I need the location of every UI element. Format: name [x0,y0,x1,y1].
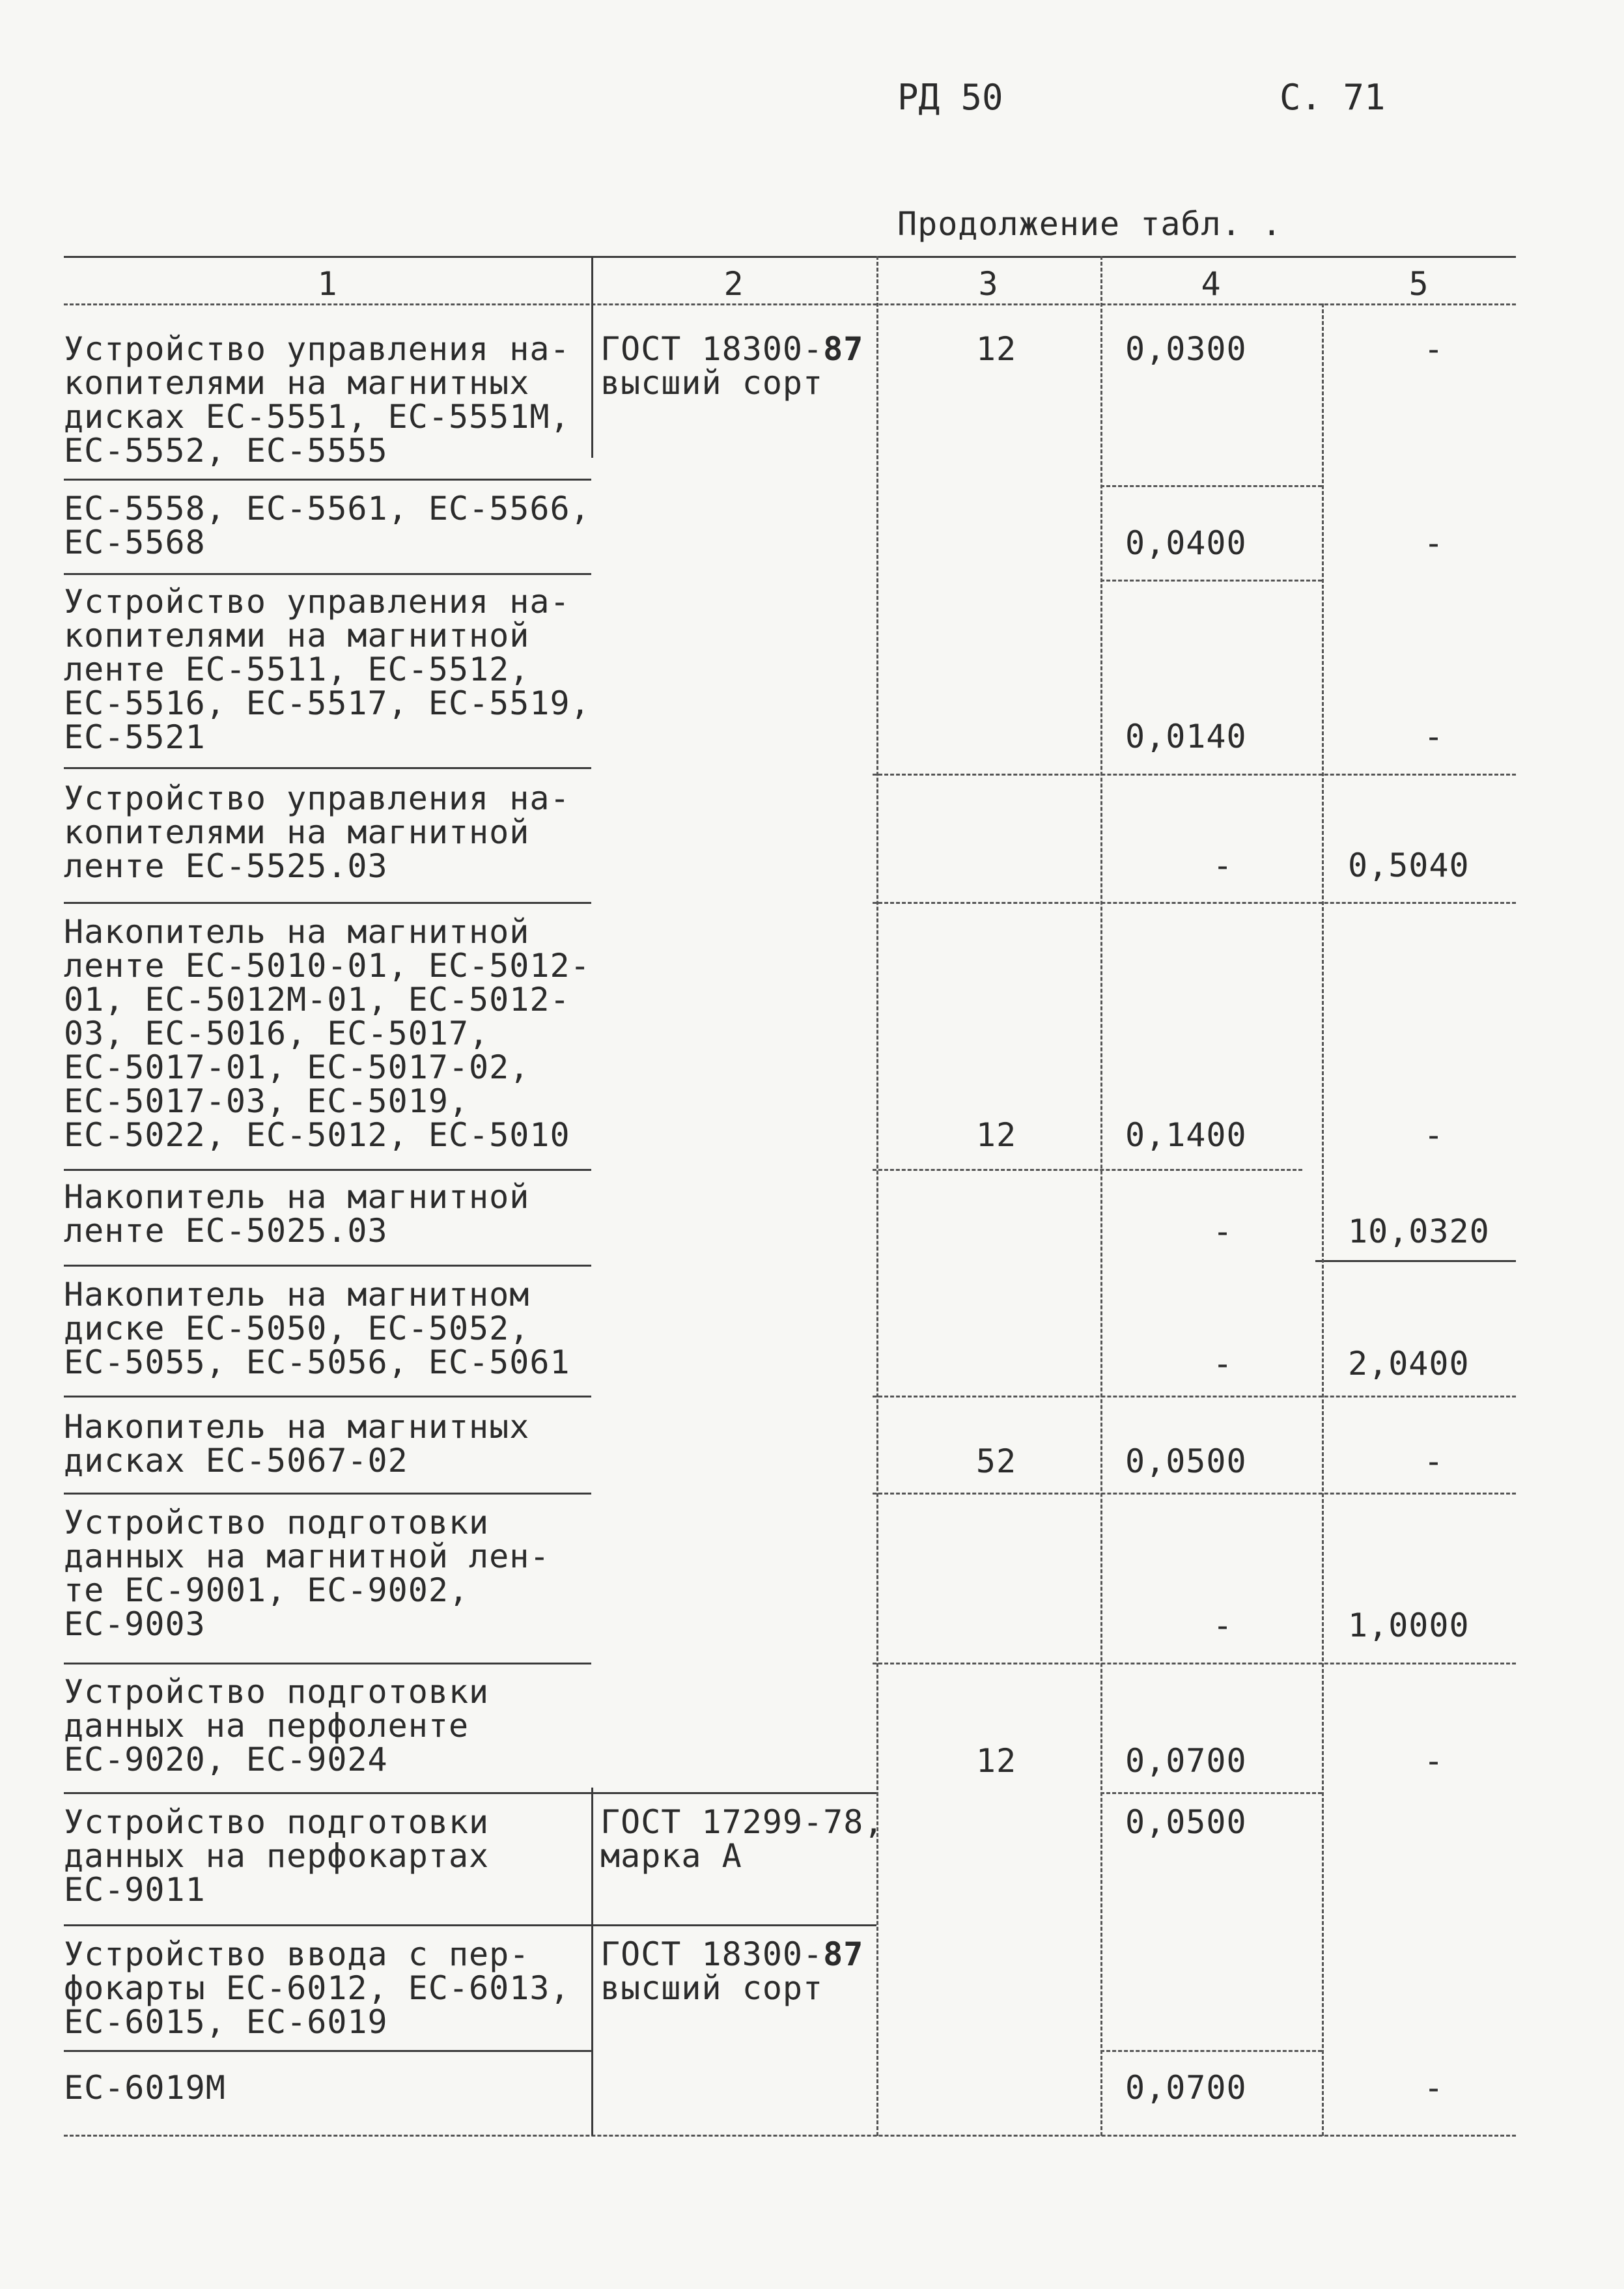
table-row-8-col4: 0,0500 [1125,1442,1247,1480]
table-row-3-col5: - [1423,718,1444,755]
row-divider [1315,1260,1516,1262]
page-number: С. 71 [1280,77,1386,118]
table-row-8-col5: - [1423,1442,1444,1480]
table-row-3-col4: 0,0140 [1125,718,1247,755]
table-row-11-col4: 0,0500 [1125,1803,1247,1841]
table-row-11-name: Устройство подготовки данных на перфокартах ЕС-9011 [64,1803,490,1909]
table-row-1-standard: ГОСТ 18300-87 высший сорт [600,330,864,402]
row-divider [64,1493,591,1495]
table-row-7-name: Накопитель на магнитном диске ЕС-5050, ЕС-5052, ЕС-5055, ЕС-5056, ЕС-5061 [64,1276,570,1381]
row-divider [873,1169,1302,1171]
table-row-6-col5: 10,0320 [1348,1213,1490,1250]
column-divider [1100,256,1102,2136]
table-row-10-col5: - [1423,1742,1444,1780]
table-row-10-col3: 12 [975,1742,1017,1780]
table-row-10-col4: 0,0700 [1125,1742,1247,1780]
row-divider [1100,580,1322,582]
row-divider [1100,2050,1322,2052]
table-row-13-col5: - [1423,2069,1444,2107]
row-divider [1100,1792,1322,1794]
row-divider [1100,485,1322,487]
document-code: РД 50 [897,77,1003,118]
table-bottom-border [64,2135,1516,2137]
table-row-11-standard: ГОСТ 17299-78, марка А [600,1803,884,1875]
table-row-9-col5: 1,0000 [1348,1607,1470,1644]
row-divider [64,1265,591,1267]
row-divider [873,902,1516,904]
table-row-2-name: ЕС-5558, ЕС-5561, ЕС-5566, ЕС-5568 [64,490,591,561]
row-divider [64,1169,591,1171]
table-row-3-name: Устройство управления на- копителями на магнитной ленте ЕС-5511, ЕС-5512, ЕС-5516, ЕС-5517, ЕС-5519, ЕС-5521 [64,583,591,756]
row-divider [64,1663,591,1664]
row-divider [64,1924,876,1926]
column-header-2: 2 [723,265,744,303]
row-divider [873,774,1516,776]
table-row-8-col3: 52 [975,1442,1017,1480]
table-row-2-col5: - [1423,524,1444,562]
row-divider [64,767,591,769]
table-row-9-col4: - [1212,1607,1233,1644]
row-divider [873,1396,1516,1397]
column-header-5: 5 [1408,265,1429,303]
table-row-5-col3: 12 [975,1116,1017,1154]
table-row-10-name: Устройство подготовки данных на перфоленте ЕС-9020, ЕС-9024 [64,1673,490,1778]
table-row-4-col5: 0,5040 [1348,847,1470,884]
table-row-12-standard: ГОСТ 18300-87 высший сорт [600,1935,864,2007]
table-row-4-name: Устройство управления на- копителями на магнитной ленте ЕС-5525.03 [64,779,570,885]
column-header-1: 1 [317,265,338,303]
table-row-13-col4: 0,0700 [1125,2069,1247,2107]
header-row-border [64,303,1516,305]
table-row-6-col4: - [1212,1213,1233,1250]
row-divider [64,1792,876,1794]
table-row-12-name: Устройство ввода с пер- фокарты ЕС-6012, ЕС-6013, ЕС-6015, ЕС-6019 [64,1935,570,2041]
table-row-13-name: ЕС-6019М [64,2069,226,2107]
table-row-1-col3: 12 [975,330,1017,368]
table-row-5-name: Накопитель на магнитной ленте ЕС-5010-01, ЕС-5012- 01, ЕС-5012М-01, ЕС-5012- 03, ЕС-5016, ЕС-5017, ЕС-5017-01, ЕС-5017-02, ЕС-5017-03, ЕС-5019, ЕС-5022, ЕС-5012, ЕС-5010 [64,913,591,1154]
column-header-4: 4 [1201,265,1222,303]
column-divider [1322,303,1324,2136]
table-row-1-name: Устройство управления на- копителями на магнитных дисках ЕС-5551, ЕС-5551М, ЕС-5552, ЕС-5555 [64,330,570,470]
table-top-border [64,256,1516,258]
column-header-3: 3 [978,265,999,303]
table-row-2-col4: 0,0400 [1125,524,1247,562]
row-divider [873,1493,1516,1495]
table-row-5-col5: - [1423,1116,1444,1154]
table-row-6-name: Накопитель на магнитной ленте ЕС-5025.03 [64,1178,530,1250]
row-divider [64,479,591,481]
row-divider [64,1396,591,1397]
row-divider [873,1663,1516,1664]
column-divider [591,1788,593,2136]
table-row-7-col4: - [1212,1345,1233,1383]
table-row-8-name: Накопитель на магнитных дисках ЕС-5067-02 [64,1408,530,1480]
table-row-4-col4: - [1212,847,1233,884]
table-row-1-col4: 0,0300 [1125,330,1247,368]
table-row-9-name: Устройство подготовки данных на магнитной лен- те ЕС-9001, ЕС-9002, ЕС-9003 [64,1504,550,1643]
table-row-1-col5: - [1423,330,1444,368]
row-divider [64,902,591,904]
row-divider [64,573,591,575]
table-continuation-caption: Продолжение табл. . [897,205,1282,243]
table-row-7-col5: 2,0400 [1348,1345,1470,1383]
row-divider [64,2050,591,2052]
table-row-5-col4: 0,1400 [1125,1116,1247,1154]
